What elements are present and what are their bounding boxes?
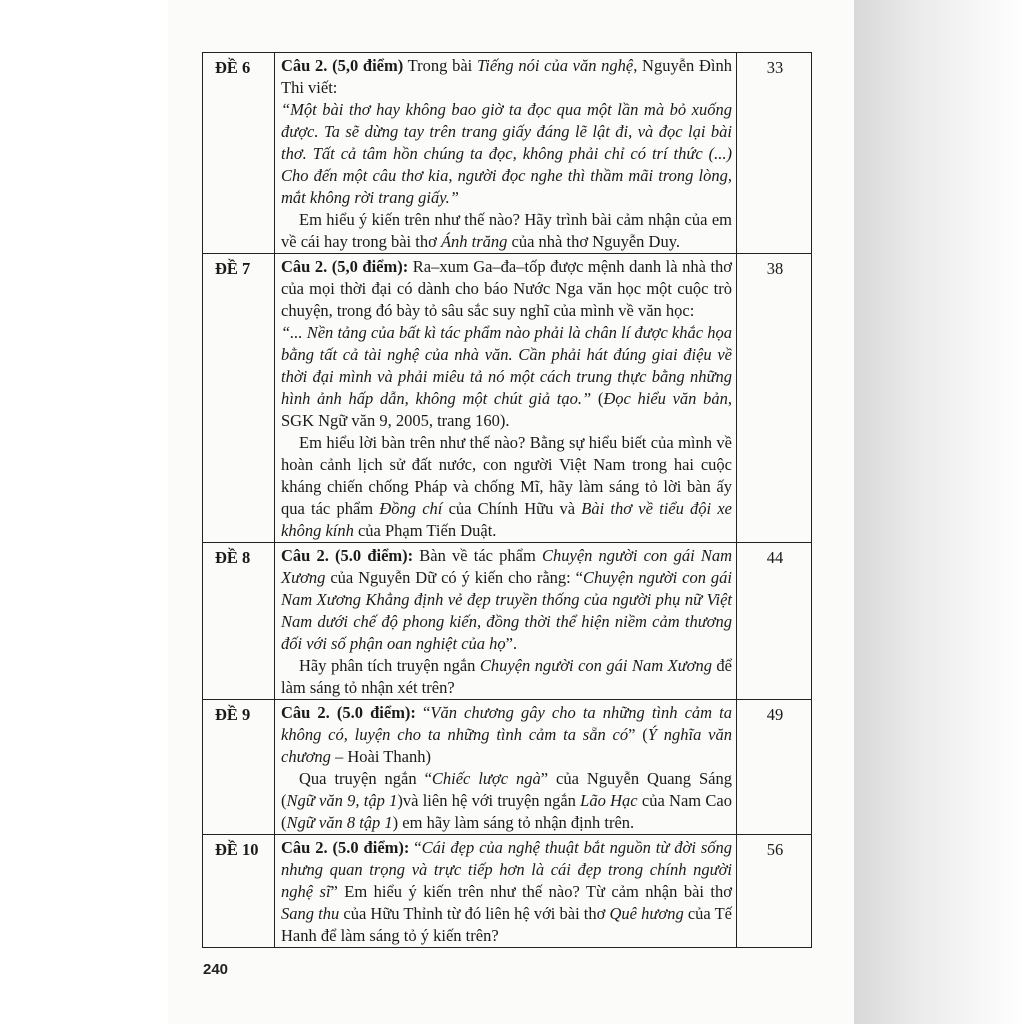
exam-number: ĐỀ 7 [203,254,275,543]
exam-number: ĐỀ 6 [203,53,275,254]
description-text: Trong bài [403,56,477,75]
description-text: ( [591,389,604,408]
work-title: Đồng chí [379,499,443,518]
work-title: Chuyện người con gái Nam Xương [479,656,712,675]
description-text: ” của Nguyễn Quang Sáng ( [281,769,732,810]
page-reference: 44 [737,543,812,700]
description-text: , Nguyễn Đình Thi viết: [281,56,732,97]
work-title: Bài thơ về tiểu đội xe không kính [281,499,732,540]
exam-description [275,700,737,835]
work-title: Đọc hiểu văn bản [603,389,728,408]
description-text: của Nguyễn Dữ có ý kiến cho rằng: “ [325,568,584,587]
quotation: Cái đẹp của nghệ thuật bắt nguồn từ đời sống nhưng quan trọng và trực tiếp hơn là cái đẹp trong chính người nghệ sĩ [281,838,732,901]
quotation: “Một bài thơ hay không bao giờ ta đọc qua một lần mà bỏ xuống được. Ta sẽ dừng tay trên trang giấy đáng lẽ lật đi, và đọc lại bài thơ. Tất cả tâm hồn chúng ta đọc, không phải chỉ có trí thức (...) Cho đến một câu thơ kia, người đọc nghe thì thầm mãi trong lòng, mắt không rời trang giấy.” [281,100,732,207]
table-row [203,835,812,948]
description-text: Qua truyện ngắn “ [299,769,432,788]
description-text: Em hiểu lời bàn trên như thế nào? Bằng sự hiểu biết của mình về hoàn cảnh lịch sử đất nước, con người Việt Nam trong hai cuộc kháng chiến chống Pháp và chống Mĩ, hãy làm sáng tỏ lời bàn ấy qua tác phẩm [281,433,732,518]
quotation: Văn chương gây cho ta những tình cảm ta không có, luyện cho ta những tình cảm ta sẵn có [281,703,733,744]
exam-number: ĐỀ 9 [203,700,275,835]
work-title: Lão Hạc [580,791,638,810]
description-text: “ [415,703,431,722]
exam-description [275,835,737,948]
description-text: ”. [505,634,518,653]
contents-table [202,52,812,948]
page-reference: 38 [737,254,812,543]
description-text: ) em hãy làm sáng tỏ nhận định trên. [392,813,635,832]
page-reference: 49 [737,700,812,835]
work-title: Chuyện người con gái Nam Xương [281,546,732,587]
description-text: “ [409,838,422,857]
page-reference: 56 [737,835,812,948]
work-title: Quê hương [609,904,684,923]
work-title: Ý nghĩa văn chương [281,725,732,766]
description-text: của Hữu Thỉnh từ đó liên hệ với bài thơ [339,904,610,923]
question-label: Câu 2. (5.0 điểm): [281,838,410,857]
exam-number: ĐỀ 8 [203,543,275,700]
work-title: Ánh trăng [440,232,508,251]
description-text: ” ( [628,725,648,744]
description-text: Em hiểu ý kiến trên như thế nào? Hãy trình bài cảm nhận của em về cái hay trong bài thơ [281,210,732,251]
work-title: Chiếc lược ngà [431,769,541,788]
question-label: Câu 2. (5.0 điểm): [281,546,414,565]
question-label: Câu 2. (5,0 điểm): [281,257,409,276]
work-title: Ngữ văn 8 tập 1 [286,813,393,832]
table-row [203,254,812,543]
question-label: Câu 2. (5.0 điểm): [281,703,416,722]
page-reference: 33 [737,53,812,254]
description-text: của Nam Cao ( [281,791,732,832]
work-title: Sang thu [281,904,340,923]
description-text: của Phạm Tiến Duật. [353,521,497,540]
description-text: của Chính Hữu và [442,499,582,518]
description-text: – Hoài Thanh) [330,747,431,766]
description-text: Hãy phân tích truyện ngắn [299,656,480,675]
work-title: Ngữ văn 9, tập 1 [286,791,398,810]
table-row [203,700,812,835]
page-edge-shadow [854,0,1024,1024]
exam-description [275,254,737,543]
description-text: để làm sáng tỏ nhận xét trên? [281,656,733,697]
table-row [203,543,812,700]
description-text: của nhà thơ Nguyễn Duy. [507,232,681,251]
quotation: Chuyện người con gái Nam Xương Khẳng định vẻ đẹp truyền thống của người phụ nữ Việt Nam dưới chế độ phong kiến, đồng thời thể hiện niềm cảm thương đối với số phận oan nghiệt của họ [281,568,732,653]
description-text: Bàn về tác phẩm [413,546,542,565]
question-label: Câu 2. (5,0 điểm) [281,56,404,75]
page-number: 240 [203,961,229,978]
description-text: )và liên hệ với truyện ngắn [397,791,581,810]
description-text: ” Em hiểu ý kiến trên như thế nào? Từ cảm nhận bài thơ [330,882,732,901]
table-row [203,53,812,254]
description-text: của Tế Hanh để làm sáng tỏ ý kiến trên? [281,904,732,945]
quotation: “... Nền tảng của bất kì tác phẩm nào phải là chân lí được khắc họa bằng tất cả tài nghệ của nhà văn. Cần phải hát đúng giai điệu về thời đại mình và phải miêu tả nó một cách trung thực bằng những hình ảnh hấp dẫn, không một chút giả tạo.” [281,323,732,408]
exam-description [275,53,737,254]
description-text: , SGK Ngữ văn 9, 2005, trang 160). [281,389,732,430]
exam-description [275,543,737,700]
work-title: Tiếng nói của văn nghệ [476,56,634,75]
exam-number: ĐỀ 10 [203,835,275,948]
description-text: Ra–xum Ga–đa–tốp được mệnh danh là nhà thơ của mọi thời đại có dành cho báo Nước Nga văn học một cuộc trò chuyện, trong đó bày tỏ sâu sắc suy nghĩ của mình về văn học: [281,257,733,320]
